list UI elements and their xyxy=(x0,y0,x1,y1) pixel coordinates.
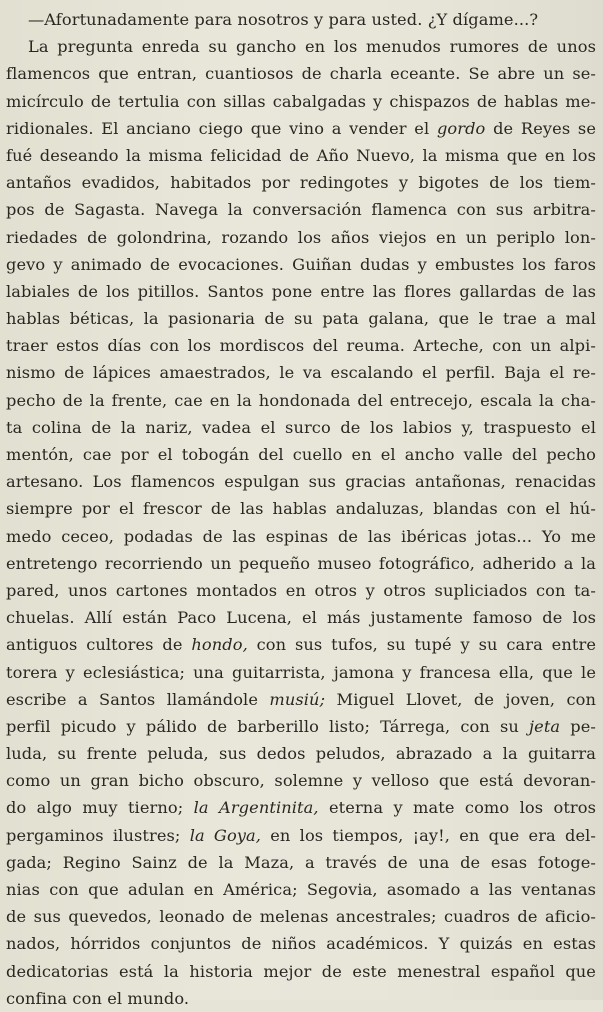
line-34: de sus quevedos, leonado de melenas ancestrales; cuadros de aficio- xyxy=(6,907,596,927)
line-22: pared, unos cartones montados en otros y otros supliciados con ta- xyxy=(6,580,596,600)
line-33: nias con que adulan en América; Segovia, asomado a las ventanas xyxy=(6,880,596,899)
line-18: artesano. Los flamencos espulgan sus gracias antañonas, renacidas xyxy=(6,472,596,492)
line-12: hablas béticas, la pasionaria de su pata galana, que le trae a mal xyxy=(6,309,596,329)
line-30: do algo muy tierno; la Argentinita, eterna y mate como los otros xyxy=(6,798,597,818)
line-5: ridionales. El anciano ciego que vino a vender el gordo de Reyes se xyxy=(6,118,596,138)
line-37: confina con el mundo. xyxy=(6,988,190,1008)
line-10: gevo y animado de evocaciones. Guiñan dudas y embustes los faros xyxy=(6,254,596,274)
line-2: La pregunta enreda su gancho en los menudos rumores de unos xyxy=(28,37,596,57)
line-3: flamencos que entran, cuantiosos de charla eceante. Se abre un se- xyxy=(6,64,596,84)
line-35: nados, hórridos conjuntos de niños académicos. Y quizás en estas xyxy=(6,934,596,954)
line-19: siempre por el frescor de las hablas andaluzas, blandas con el hú- xyxy=(6,499,596,519)
line-26: escribe a Santos llamándole musiú; Miguel Llovet, de joven, con xyxy=(6,689,596,709)
line-13: traer estos días con los mordiscos del reuma. Arteche, con un alpi- xyxy=(6,336,596,356)
line-15: pecho de la frente, cae en la hondonada del entrecejo, escala la cha- xyxy=(6,390,596,410)
line-1: —Afortunadamente para nosotros y para usted. ¿Y dígame...? xyxy=(28,10,539,29)
line-7: antaños evadidos, habitados por redingotes y bigotes de los tiem- xyxy=(6,173,596,193)
line-24: antiguos cultores de hondo, con sus tufos, su tupé y su cara entre xyxy=(6,635,597,655)
line-4: micírculo de tertulia con sillas cabalgadas y chispazos de hablas me- xyxy=(6,91,596,111)
line-16: ta colina de la nariz, vadea el surco de los labios y, traspuesto el xyxy=(6,417,596,437)
line-11: labiales de los pitillos. Santos pone entre las flores gallardas de las xyxy=(6,281,596,301)
line-28: luda, su frente peluda, sus dedos peludos, abrazado a la guitarra xyxy=(6,744,596,764)
line-29: como un gran bicho obscuro, solemne y velloso que está devoran- xyxy=(6,771,596,791)
line-8: pos de Sagasta. Navega la conversación flamenca con sus arbitra- xyxy=(6,200,596,220)
line-31: pergaminos ilustres; la Goya, en los tiempos, ¡ay!, en que era del- xyxy=(6,825,596,845)
line-36: dedicatorias está la historia mejor de este menestral español que xyxy=(6,961,596,981)
line-20: medo ceceo, podadas de las espinas de las ibéricas jotas... Yo me xyxy=(6,526,596,546)
line-17: mentón, cae por el tobogán del cuello en el ancho valle del pecho xyxy=(6,445,596,464)
line-25: torera y eclesiástica; una guitarrista, jamona y francesa ella, que le xyxy=(6,662,596,682)
line-9: riedades de golondrina, rozando los años viejos en un periplo lon- xyxy=(6,227,596,247)
line-32: gada; Regino Sainz de la Maza, a través de una de esas fotoge- xyxy=(6,852,596,872)
line-6: fué deseando la misma felicidad de Año Nuevo, la misma que en los xyxy=(6,145,596,165)
line-27: perfil picudo y pálido de barberillo listo; Tárrega, con su jeta pe- xyxy=(6,716,596,736)
line-14: nismo de lápices amaestrados, le va escalando el perfil. Baja el re- xyxy=(6,363,596,383)
text-block xyxy=(6,6,596,1012)
line-23: chuelas. Allí están Paco Lucena, el más justamente famoso de los xyxy=(6,608,596,628)
line-21: entretengo recorriendo un pequeño museo fotográfico, adherido a la xyxy=(6,553,596,573)
